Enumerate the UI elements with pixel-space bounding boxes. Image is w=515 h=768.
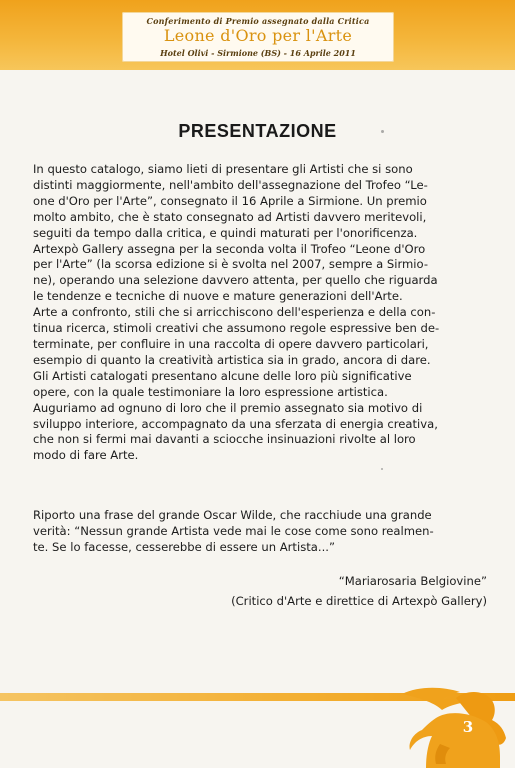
text-line: per l'Arte” (la scorsa edizione si è svolta nel 2007, sempre a Sirmio- <box>33 257 429 272</box>
page-number: 3 <box>462 718 474 736</box>
text-line: opere, con la quale testimoniare la loro espressione artistica. <box>33 384 388 399</box>
presentation-text <box>33 162 495 464</box>
header-title: Leone d'Oro per l'Arte <box>163 26 353 45</box>
page-title: PRESENTAZIONE <box>178 121 337 141</box>
text-line: one d'Oro per l'Arte”, consegnato il 16 Aprile a Sirmione. Un premio <box>33 193 427 208</box>
paper-speck <box>381 468 383 470</box>
paper-speck <box>381 130 384 133</box>
text-line: molto ambito, che è stato consegnato ad Artisti davvero meritevoli, <box>33 209 427 224</box>
header-venue: Hotel Olivi - Sirmione (BS) - 16 Aprile 2011 <box>160 48 356 58</box>
text-line: Auguriamo ad ognuno di loro che il premio assegnato sia motivo di <box>33 400 423 415</box>
text-line: Gli Artisti catalogati presentano alcune delle loro più significative <box>33 368 412 383</box>
text-line: sviluppo interiore, accompagnato da una sferzata di energia creativa, <box>33 416 438 431</box>
text-line: che non si fermi mai davanti a sciocche insinuazioni rivolte al loro <box>33 432 416 447</box>
winged-lion-icon <box>396 684 512 768</box>
quote-line: Riporto una frase del grande Oscar Wilde, che racchiude una grande <box>33 508 432 522</box>
text-line: distinti maggiormente, nell'ambito dell'assegnazione del Trofeo “Le- <box>33 177 428 192</box>
wilde-quote <box>33 508 495 556</box>
text-line: Arte a confronto, stili che si arricchiscono dell'esperienza e della con- <box>33 305 436 320</box>
text-line: In questo catalogo, siamo lieti di presentare gli Artisti che si sono <box>33 162 413 176</box>
text-line: le tendenze e tecniche di nuove e mature generazioni dell'Arte. <box>33 289 403 304</box>
text-line: seguiti da tempo dalla critica, e quindi maturati per l'onorificenza. <box>33 225 418 240</box>
header-panel <box>122 12 394 62</box>
text-line: modo di fare Arte. <box>33 448 139 463</box>
text-line: ne), operando una selezione davvero attenta, per quello che riguarda <box>33 273 438 288</box>
text-line: tinua ricerca, stimoli creativi che assumono regole espressive ben de- <box>33 321 440 336</box>
header-subtitle: Conferimento di Premio assegnato dalla Critica <box>146 16 370 26</box>
quote-line: verità: “Nessun grande Artista vede mai le cose come sono realmen- <box>33 523 434 538</box>
quote-line: te. Se lo facesse, cesserebbe di essere un Artista...” <box>33 539 335 554</box>
text-line: terminate, per confluire in una raccolta di opere davvero particolari, <box>33 336 429 351</box>
signature-role: (Critico d'Arte e direttice di Artexpò Gallery) <box>231 594 487 608</box>
text-line: Artexpò Gallery assegna per la seconda volta il Trofeo “Leone d'Oro <box>33 241 426 256</box>
signature-name: “Mariarosaria Belgiovine” <box>338 574 487 588</box>
text-line: esempio di quanto la creatività artistica sia in grado, ancora di dare. <box>33 352 431 367</box>
